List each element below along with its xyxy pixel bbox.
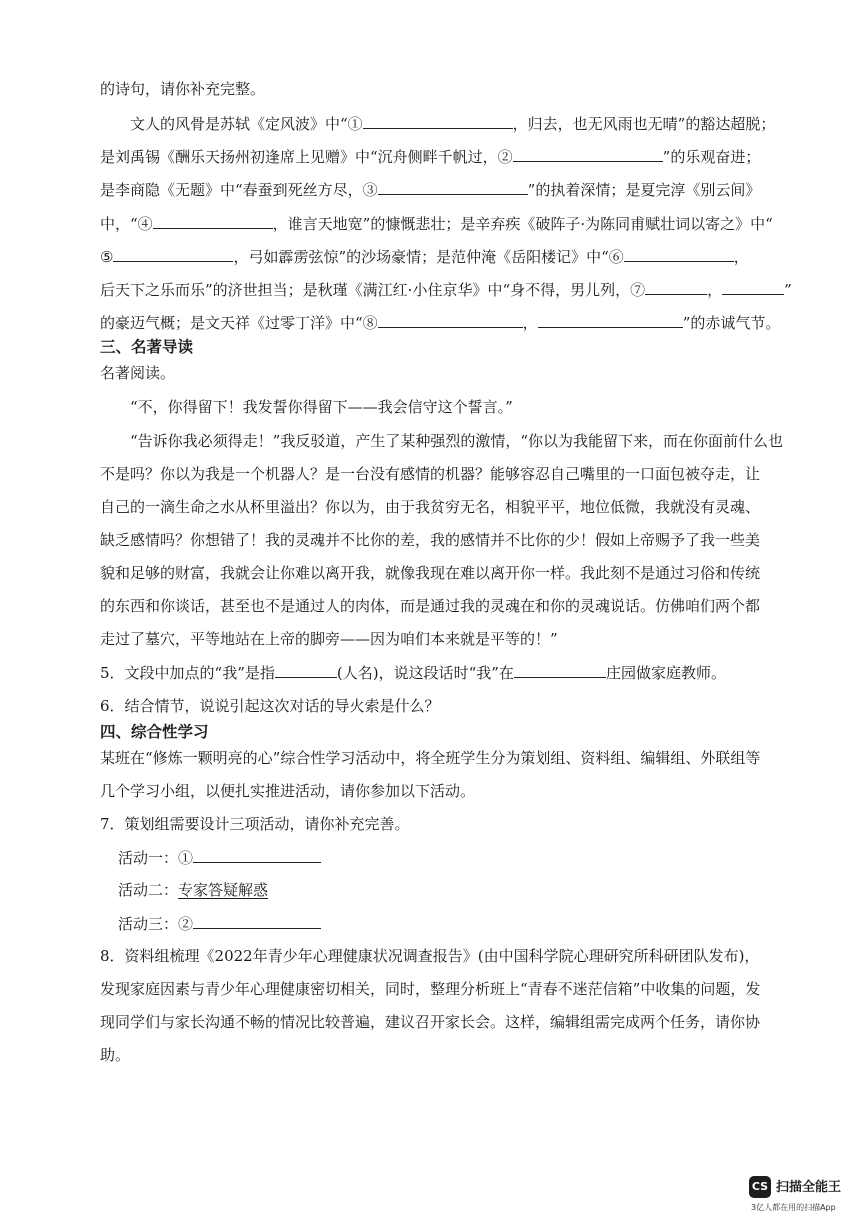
watermark-subtitle: 3亿人都在用的扫描App	[751, 1203, 836, 1212]
activity-2: 活动二：专家答疑解惑	[118, 881, 269, 899]
section4-intro-2: 几个学习小组，以便扎实推进活动，请你参加以下活动。	[100, 782, 476, 800]
poem-line-3: 是李商隐《无题》中“春蚕到死丝方尽，③ ”的执着深情；是夏完淳《别云间》	[100, 181, 761, 199]
answer-blank-activity-3[interactable]	[193, 913, 321, 929]
scanner-watermark	[749, 1174, 859, 1218]
passage-line-6: 貌和足够的财富，我就会让你难以离开我，就像我现在难以离开你一样。我此刻不是通过习俗和传统	[100, 564, 761, 582]
answer-blank-activity-1[interactable]	[193, 847, 321, 863]
poem-line-6: 后天下之乐而乐”的济世担当；是秋瑾《满江红·小住京华》中“身不得，男儿列，⑦ ， ”	[100, 281, 792, 299]
passage-line-4: 自己的一滴生命之水从杯里溢出？你以为，由于我贫穷无名，相貌平平，地位低微，我就没有灵魂、	[100, 498, 761, 516]
question-8-line-3: 现同学们与家长沟通不畅的情况比较普遍，建议召开家长会。这样，编辑组需完成两个任务，请你协	[100, 1013, 761, 1031]
activity-1: 活动一：①	[118, 847, 321, 868]
camscanner-logo-icon: CS	[749, 1176, 771, 1198]
answer-blank-7a[interactable]	[645, 279, 707, 295]
activity-3: 活动三：②	[118, 913, 321, 934]
answer-blank-1[interactable]	[363, 113, 513, 129]
section-heading-4: 四、综合性学习	[100, 723, 209, 741]
question-8-line-4: 助。	[100, 1046, 131, 1064]
passage-line-2: “告诉你我必须得走！”我反驳道，产生了某种强烈的激情，“你以为我能留下来，而在你面前什么也	[130, 432, 784, 450]
passage-line-8: 走过了墓穴，平等地站在上帝的脚旁——因为咱们本来就是平等的！”	[100, 630, 558, 648]
answer-blank-5[interactable]	[113, 246, 233, 262]
poem-line-5: ⑤ ，弓如霹雳弦惊”的沙场豪情；是范仲淹《岳阳楼记》中“⑥ ，	[100, 248, 749, 266]
answer-blank-q5a[interactable]	[275, 662, 337, 678]
poem-line-7: 的豪迈气概；是文天祥《过零丁洋》中“⑧ ， ”的赤诚气节。	[100, 314, 781, 332]
answer-blank-6[interactable]	[624, 246, 734, 262]
question-5: 5．文段中加点的“我”是指 (人名)，说这段话时“我”在 庄园做家庭教师。	[100, 664, 726, 682]
answer-blank-3[interactable]	[378, 179, 528, 195]
passage-line-3: 不是吗？你以为我是一个机器人？是一台没有感情的机器？能够容忍自己嘴里的一口面包被夺走，让	[100, 465, 761, 483]
passage-line-1: “不，你得留下！我发誓你得留下——我会信守这个誓言。”	[130, 398, 513, 416]
watermark-title: 扫描全能王	[776, 1180, 842, 1195]
poem-intro-tail: 的诗句，请你补充完整。	[100, 80, 266, 98]
activity-2-value: 专家答疑解惑	[178, 881, 269, 899]
section4-intro-1: 某班在“修炼一颗明亮的心”综合性学习活动中，将全班学生分为策划组、资料组、编辑组、外联组等	[100, 749, 761, 767]
poem-line-2: 是刘禹锡《酬乐天扬州初逢席上见赠》中“沉舟侧畔千帆过，② ”的乐观奋进；	[100, 148, 761, 166]
answer-blank-4[interactable]	[153, 213, 273, 229]
poem-line-1: 文人的风骨是苏轼《定风波》中“① ，归去，也无风雨也无晴”的豁达超脱；	[130, 115, 776, 133]
answer-blank-2[interactable]	[513, 146, 663, 162]
section3-intro: 名著阅读。	[100, 364, 176, 382]
answer-blank-7b[interactable]	[722, 279, 784, 295]
answer-blank-8b[interactable]	[538, 312, 683, 328]
question-8-line-1: 8．资料组梳理《2022年青少年心理健康状况调查报告》(由中国科学院心理研究所科研团队发布)，	[100, 947, 760, 965]
passage-line-7: 的东西和你谈话，甚至也不是通过人的肉体，而是通过我的灵魂在和你的灵魂说话。仿佛咱们两个都	[100, 597, 761, 615]
answer-blank-q5b[interactable]	[514, 662, 606, 678]
question-8-line-2: 发现家庭因素与青少年心理健康密切相关，同时，整理分析班上“青春不迷茫信箱”中收集的问题，发	[100, 980, 761, 998]
poem-line-4: 中，“④ ，谁言天地宽”的慷慨悲壮；是辛弃疾《破阵子·为陈同甫赋壮词以寄之》中“	[100, 215, 773, 233]
answer-blank-8a[interactable]	[378, 312, 523, 328]
passage-line-5: 缺乏感情吗？你想错了！我的灵魂并不比你的差，我的感情并不比你的少！假如上帝赐予了我一些美	[100, 531, 761, 549]
question-6: 6．结合情节，说说引起这次对话的导火索是什么？	[100, 697, 440, 715]
section-heading-3: 三、名著导读	[100, 338, 194, 356]
question-7: 7．策划组需要设计三项活动，请你补充完善。	[100, 815, 410, 833]
